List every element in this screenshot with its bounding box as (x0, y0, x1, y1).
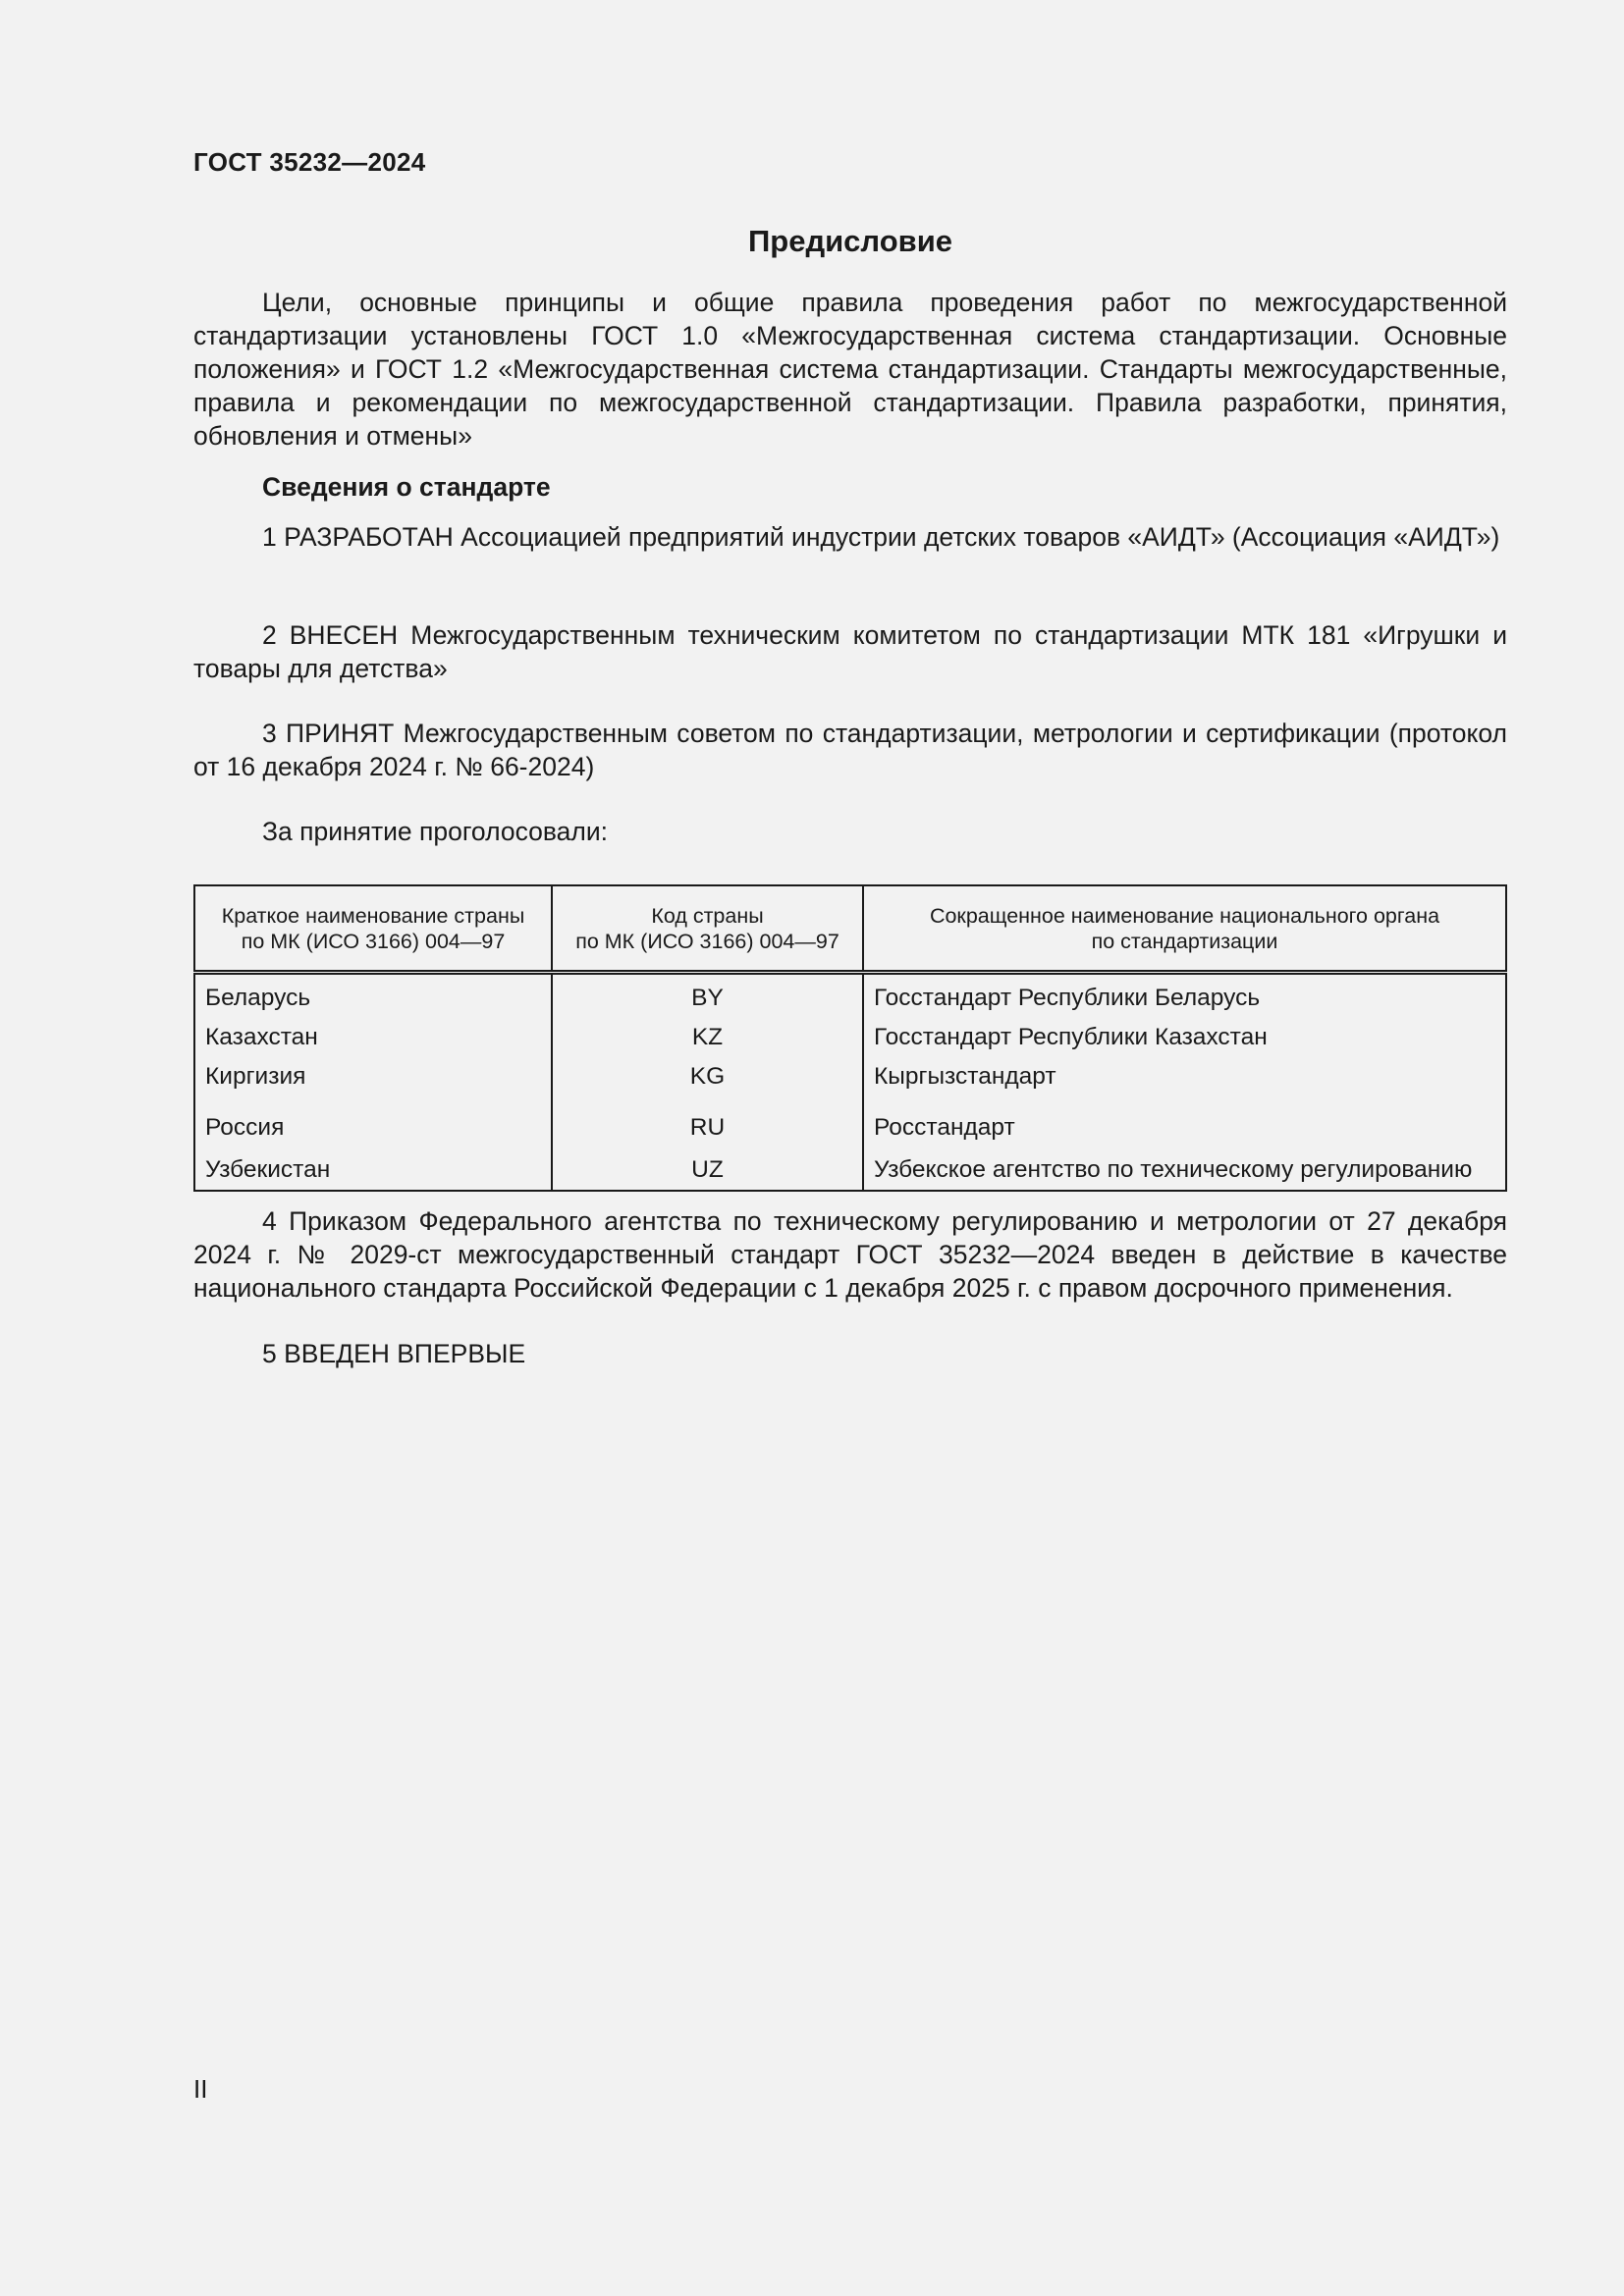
item-5-introduced: 5 ВВЕДЕН ВПЕРВЫЕ (262, 1339, 526, 1368)
item-4-order: 4 Приказом Федерального агентства по техническому регулированию и метрологии от 27 декабря 2024 г. № 2029-ст межгосударственный стандарт ГОСТ 35232—2024 введен в действие в качестве национального стандарта Российской Федерации с 1 декабря 2025 г. с правом досрочного применения. (193, 1206, 1507, 1303)
code-cell: KG (552, 1057, 863, 1096)
code-cell: BY (552, 973, 863, 1019)
body-cell: Росстандарт (863, 1096, 1506, 1150)
country-cell: Россия (205, 1113, 285, 1141)
code-cell: RU (552, 1096, 863, 1150)
table-row (194, 1150, 1506, 1191)
body-cell: Кыргызстандарт (863, 1057, 1506, 1096)
code-cell: KZ (552, 1018, 863, 1057)
item-1-developed: 1 РАЗРАБОТАН Ассоциацией предприятий индустрии детских товаров «АИДТ» (Ассоциация «АИДТ») (262, 522, 1500, 552)
table-row (194, 1096, 1506, 1150)
item-3-adopted: 3 ПРИНЯТ Межгосударственным советом по стандартизации, метрологии и сертификации (протокол от 16 декабря 2024 г. № 66-2024) (193, 719, 1507, 781)
intro-paragraph: Цели, основные принципы и общие правила проведения работ по межгосударственной стандартизации установлены ГОСТ 1.0 «Межгосударственная система стандартизации. Основные положения» и ГОСТ 1.2 «Межгосударственная система стандартизации. Стандарты межгосударственные, правила и рекомендации по межгосударственной стандартизации. Правила разработки, принятия, обновления и отмены» (193, 288, 1507, 451)
country-cell: Казахстан (205, 1024, 318, 1050)
col-country-name-header: Краткое наименование страны по МК (ИСО 3166) 004—97 (194, 885, 552, 973)
code-cell: UZ (552, 1150, 863, 1191)
info-heading: Сведения о стандарте (262, 472, 551, 502)
document-code-header: ГОСТ 35232—2024 (193, 147, 426, 177)
table-header-row (194, 885, 1506, 973)
country-cell: Узбекистан (205, 1156, 331, 1183)
voted-label: За принятие проголосовали: (262, 817, 609, 846)
body-cell: Госстандарт Республики Беларусь (863, 973, 1506, 1019)
table-row (194, 1018, 1506, 1057)
table-row (194, 1057, 1506, 1096)
body-cell: Госстандарт Республики Казахстан (863, 1018, 1506, 1057)
item-2-submitted: 2 ВНЕСЕН Межгосударственным техническим комитетом по стандартизации МТК 181 «Игрушки и товары для детства» (193, 620, 1507, 683)
col-country-code-header: Код страны по МК (ИСО 3166) 004—97 (552, 885, 863, 973)
col-standards-body-header: Сокращенное наименование национального органа по стандартизации (863, 885, 1506, 973)
country-cell: Киргизия (205, 1063, 306, 1090)
table-row (194, 973, 1506, 1019)
page-title: Предисловие (747, 224, 952, 258)
country-cell: Беларусь (205, 985, 311, 1011)
page-number: II (193, 2074, 208, 2104)
voting-countries-table (193, 884, 1507, 1192)
body-cell: Узбекское агентство по техническому регулированию (863, 1150, 1506, 1191)
document-page (193, 0, 1507, 2296)
